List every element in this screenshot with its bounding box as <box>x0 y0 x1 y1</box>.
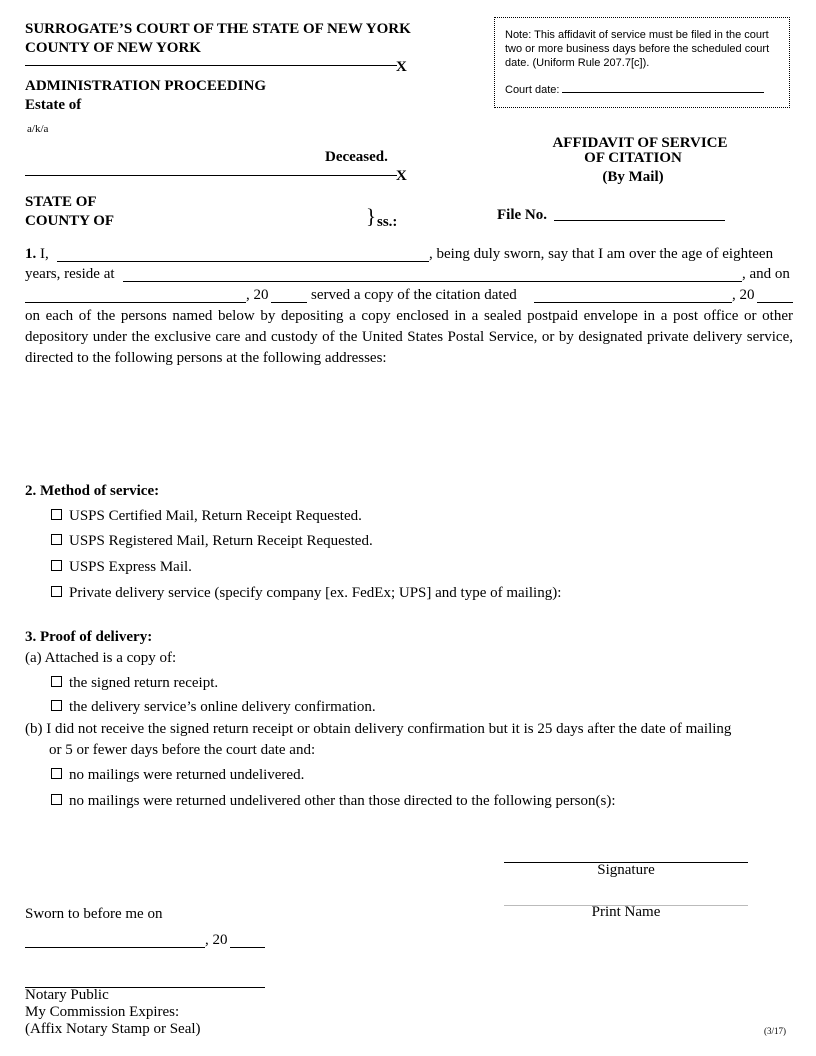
checkbox[interactable] <box>51 560 62 571</box>
court-date-field[interactable] <box>562 82 764 93</box>
method-option-certified[interactable] <box>51 508 362 525</box>
affiant-name-field[interactable] <box>57 261 429 262</box>
option-label: the signed return receipt. <box>69 675 219 691</box>
caption-rule-bottom <box>25 175 397 176</box>
checkbox[interactable] <box>51 534 62 545</box>
county-of-label: COUNTY OF <box>25 213 115 229</box>
file-no-field[interactable] <box>554 220 725 221</box>
checkbox[interactable] <box>51 794 62 805</box>
checkbox[interactable] <box>51 509 62 520</box>
court-name-line2: COUNTY OF NEW YORK <box>25 40 201 56</box>
proof-option-online[interactable] <box>51 699 376 716</box>
option-label: the delivery service’s online delivery confirmation. <box>69 699 376 715</box>
and-on-label: , and on <box>742 266 790 282</box>
sworn-year-prefix: , 20 <box>205 932 228 948</box>
checkbox[interactable] <box>51 586 62 597</box>
form-title-line1: AFFIDAVIT OF SERVICE <box>552 135 728 151</box>
aka-label: a/k/a <box>27 123 49 135</box>
option-label: no mailings were returned undelivered. <box>69 767 305 783</box>
proof-b-line2: or 5 or fewer days before the court date and: <box>49 742 316 758</box>
signature-label: Signature <box>597 862 655 878</box>
checkbox[interactable] <box>51 768 62 779</box>
proof-a-label: (a) Attached is a copy of: <box>25 650 177 666</box>
sworn-text: , being duly sworn, say that I am over the age of eighteen <box>429 246 774 262</box>
section1-body: on each of the persons named below by depositing a copy enclosed in a sealed postpaid envelope in a post office or other depository under the exclusive care and custody of the United States Postal Service, or by designated private delivery service, directed to the following persons at the following addresses: <box>25 308 793 366</box>
reside-label: years, reside at <box>25 266 115 282</box>
file-no-label: File No. <box>497 207 547 223</box>
state-of-label: STATE OF <box>25 194 97 210</box>
ss-label: ss.: <box>377 214 398 230</box>
residence-field[interactable] <box>123 281 742 282</box>
service-date-field[interactable] <box>25 302 246 303</box>
court-name-line1: SURROGATE’S COURT OF THE STATE OF NEW YORK <box>25 21 411 37</box>
proceeding-type: ADMINISTRATION PROCEEDING <box>25 78 266 94</box>
service-year-prefix: , 20 <box>246 287 269 303</box>
section3-heading: 3. Proof of delivery: <box>25 629 153 645</box>
citation-date-field[interactable] <box>534 302 732 303</box>
citation-year-field[interactable] <box>757 302 793 303</box>
citation-year-prefix: , 20 <box>732 287 755 303</box>
proof-b-line1: (b) I did not receive the signed return receipt or obtain delivery confirmation but it is 25 days after the date of mailing <box>25 721 732 737</box>
section1-i-label: I, <box>40 246 49 262</box>
option-label: Private delivery service (specify company [ex. FedEx; UPS] and type of mailing): <box>69 585 562 601</box>
method-option-private[interactable] <box>51 585 561 602</box>
caption-x-bottom: X <box>396 168 407 184</box>
proof-option-receipt[interactable] <box>51 675 218 692</box>
print-name-label: Print Name <box>591 904 661 920</box>
form-version: (3/17) <box>764 1026 786 1036</box>
option-label: USPS Registered Mail, Return Receipt Requested. <box>69 533 373 549</box>
sworn-year-field[interactable] <box>230 947 265 948</box>
sworn-date-field[interactable] <box>25 947 205 948</box>
proof-option-some-returned[interactable] <box>51 793 616 810</box>
caption-x-top: X <box>396 59 407 75</box>
court-date-label: Court date: <box>505 84 560 96</box>
form-title-line2: OF CITATION <box>584 150 682 166</box>
deceased-label: Deceased. <box>325 149 388 165</box>
proof-option-none-returned[interactable] <box>51 767 304 784</box>
option-label: USPS Certified Mail, Return Receipt Requested. <box>69 508 362 524</box>
method-option-express[interactable] <box>51 559 192 576</box>
venue-brace: } <box>366 204 377 228</box>
section1-number: 1. <box>25 246 37 262</box>
note-text: Note: This affidavit of service must be filed in the court two or more business days before the scheduled court date. (Uniform Rule 207.7[c]). <box>505 29 770 69</box>
note-box <box>494 17 790 108</box>
method-option-registered[interactable] <box>51 533 373 550</box>
affix-seal-label: (Affix Notary Stamp or Seal) <box>25 1021 201 1037</box>
section2-heading: 2. Method of service: <box>25 483 160 499</box>
option-label: no mailings were returned undelivered other than those directed to the following person(s): <box>69 793 616 809</box>
checkbox[interactable] <box>51 676 62 687</box>
commission-expires-label: My Commission Expires: <box>25 1004 180 1020</box>
served-text: served a copy of the citation dated <box>311 287 517 303</box>
estate-of-label: Estate of <box>25 97 82 113</box>
caption-rule-top <box>25 65 397 66</box>
checkbox[interactable] <box>51 700 62 711</box>
sworn-before-label: Sworn to before me on <box>25 906 163 922</box>
form-title-line3: (By Mail) <box>602 169 664 185</box>
option-label: USPS Express Mail. <box>69 559 192 575</box>
notary-public-label: Notary Public <box>25 987 109 1003</box>
service-year-field[interactable] <box>271 302 307 303</box>
